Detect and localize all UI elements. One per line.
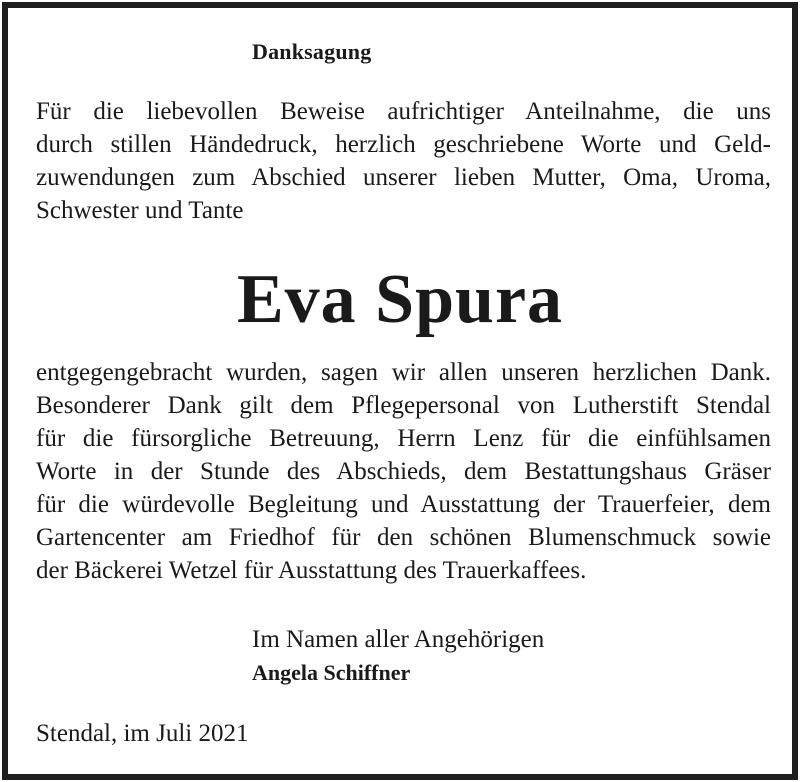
intro-line: zuwendungen zum Abschied unserer lieben Mutter, Oma, Uroma, (36, 164, 771, 191)
signature-name: Angela Schiffner (252, 660, 411, 685)
intro-line: durch stillen Händedruck, herzlich geschriebene Worte und Geld- (36, 131, 771, 158)
body-line: der Bäckerei Wetzel für Ausstattung des Trauerkaffees. (36, 557, 587, 584)
body-line: entgegengebracht wurden, sagen wir allen unseren herzlichen Dank. (36, 359, 771, 386)
intro-line: Für die liebevollen Beweise aufrichtiger Anteilnahme, die uns (36, 98, 771, 125)
deceased-name: Eva Spura (236, 261, 564, 338)
body-line: für die fürsorgliche Betreuung, Herrn Lenz für die einfühlsamen (36, 425, 771, 452)
body-line: Besonderer Dank gilt dem Pflegepersonal von Lutherstift Stendal (36, 392, 771, 419)
body-line: Worte in der Stunde des Abschieds, dem Bestattungshaus Gräser (36, 458, 771, 485)
body-line: Gartencenter am Friedhof für den schönen Blumenschmuck sowie (36, 524, 771, 551)
notice-heading: Danksagung (252, 39, 372, 64)
body-line: für die würdevolle Begleitung und Ausstattung der Trauerfeier, dem (36, 491, 771, 518)
obituary-thank-you-notice (2, 2, 798, 780)
intro-line: Schwester und Tante (36, 197, 244, 224)
place-date: Stendal, im Juli 2021 (36, 720, 249, 747)
signature-intro: Im Namen aller Angehörigen (252, 626, 545, 653)
